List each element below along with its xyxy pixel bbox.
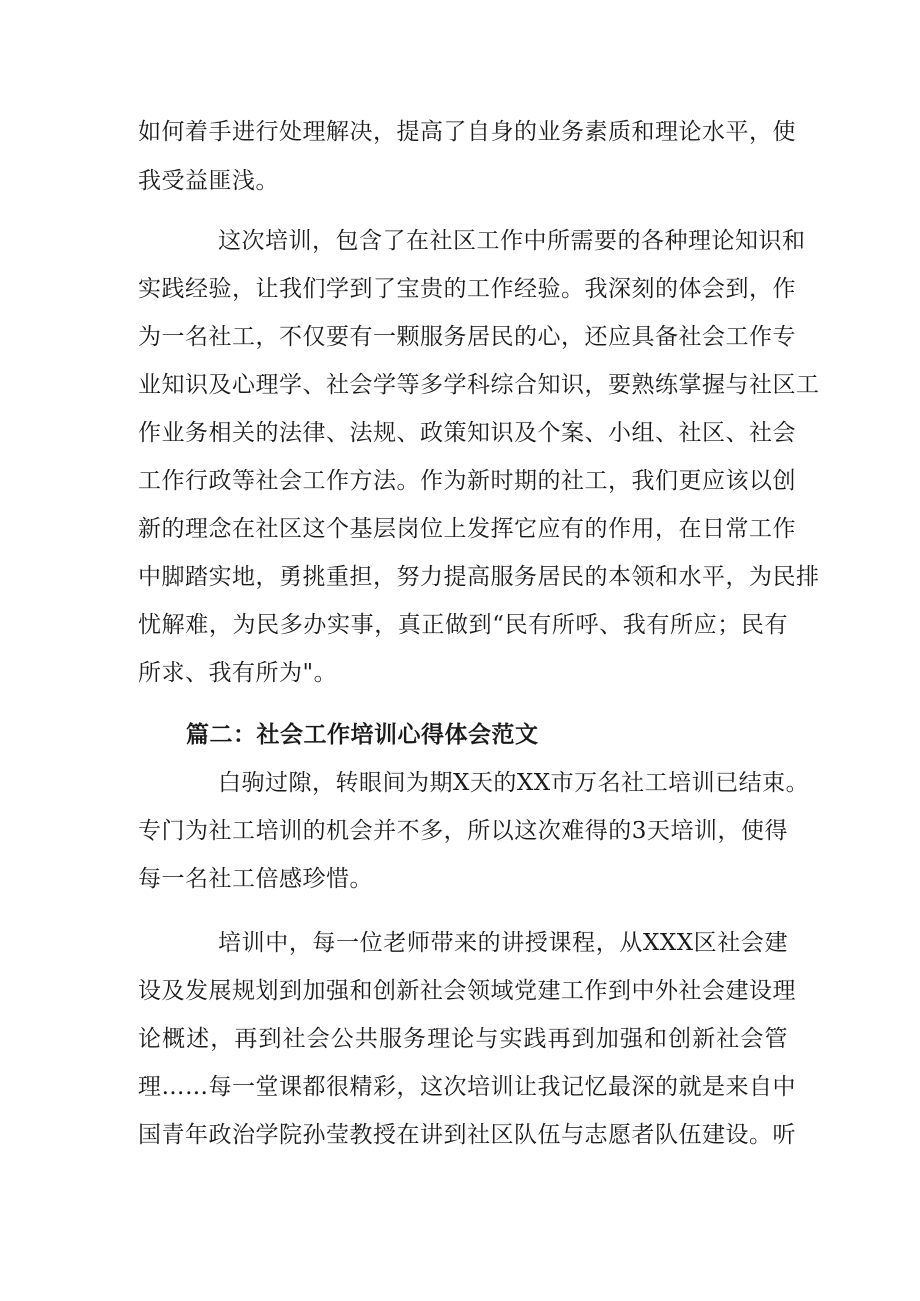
section-heading: 篇二：社会工作培训心得体会范文 <box>186 721 539 748</box>
paragraph-line: 新的理念在社区这个基层岗位上发挥它应有的作用，在日常工作 <box>138 516 796 542</box>
paragraph-line: 业知识及心理学、社会学等多学科综合知识，要熟练掌握与社区工 <box>138 372 820 398</box>
paragraph-line: 所求、我有所为"。 <box>138 660 338 686</box>
paragraph-line: 如何着手进行处理解决，提高了自身的业务素质和理论水平，使 <box>138 119 796 145</box>
paragraph-line: 为一名社工，不仅要有一颗服务居民的心，还应具备社会工作专 <box>138 324 796 350</box>
paragraph-line: 我受益匪浅。 <box>138 168 279 194</box>
paragraph-line: 白驹过隙，转眼间为期X天的XX市万名社工培训已结束。 <box>218 770 810 796</box>
paragraph-line: 实践经验，让我们学到了宝贵的工作经验。我深刻的体会到，作 <box>138 276 796 302</box>
paragraph-line: 培训中，每一位老师带来的讲授课程，从XXX区社会建 <box>218 930 788 956</box>
paragraph-line: 论概述，再到社会公共服务理论与实践再到加强和创新社会管 <box>138 1026 788 1052</box>
paragraph-line: 作业务相关的法律、法规、政策知识及个案、小组、社区、社会 <box>138 420 796 446</box>
paragraph-line: 设及发展规划到加强和创新社会领域党建工作到中外社会建设理 <box>138 978 796 1004</box>
paragraph-line: 忧解难，为民多办实事，真正做到“民有所呼、我有所应；民有 <box>138 612 788 638</box>
paragraph-line: 这次培训，包含了在社区工作中所需要的各种理论知识和 <box>218 228 806 254</box>
paragraph-line: 国青年政治学院孙莹教授在讲到社区队伍与志愿者队伍建设。听 <box>138 1122 796 1148</box>
paragraph-line: 专门为社工培训的机会并不多，所以这次难得的3天培训，使得 <box>138 818 788 844</box>
paragraph-line: 理……每一堂课都很精彩，这次培训让我记忆最深的就是来自中 <box>138 1074 796 1100</box>
paragraph-line: 中脚踏实地，勇挑重担，努力提高服务居民的本领和水平，为民排 <box>138 564 820 590</box>
paragraph-line: 工作行政等社会工作方法。作为新时期的社工，我们更应该以创 <box>138 468 796 494</box>
paragraph-line: 每一名社工倍感珍惜。 <box>138 866 373 892</box>
